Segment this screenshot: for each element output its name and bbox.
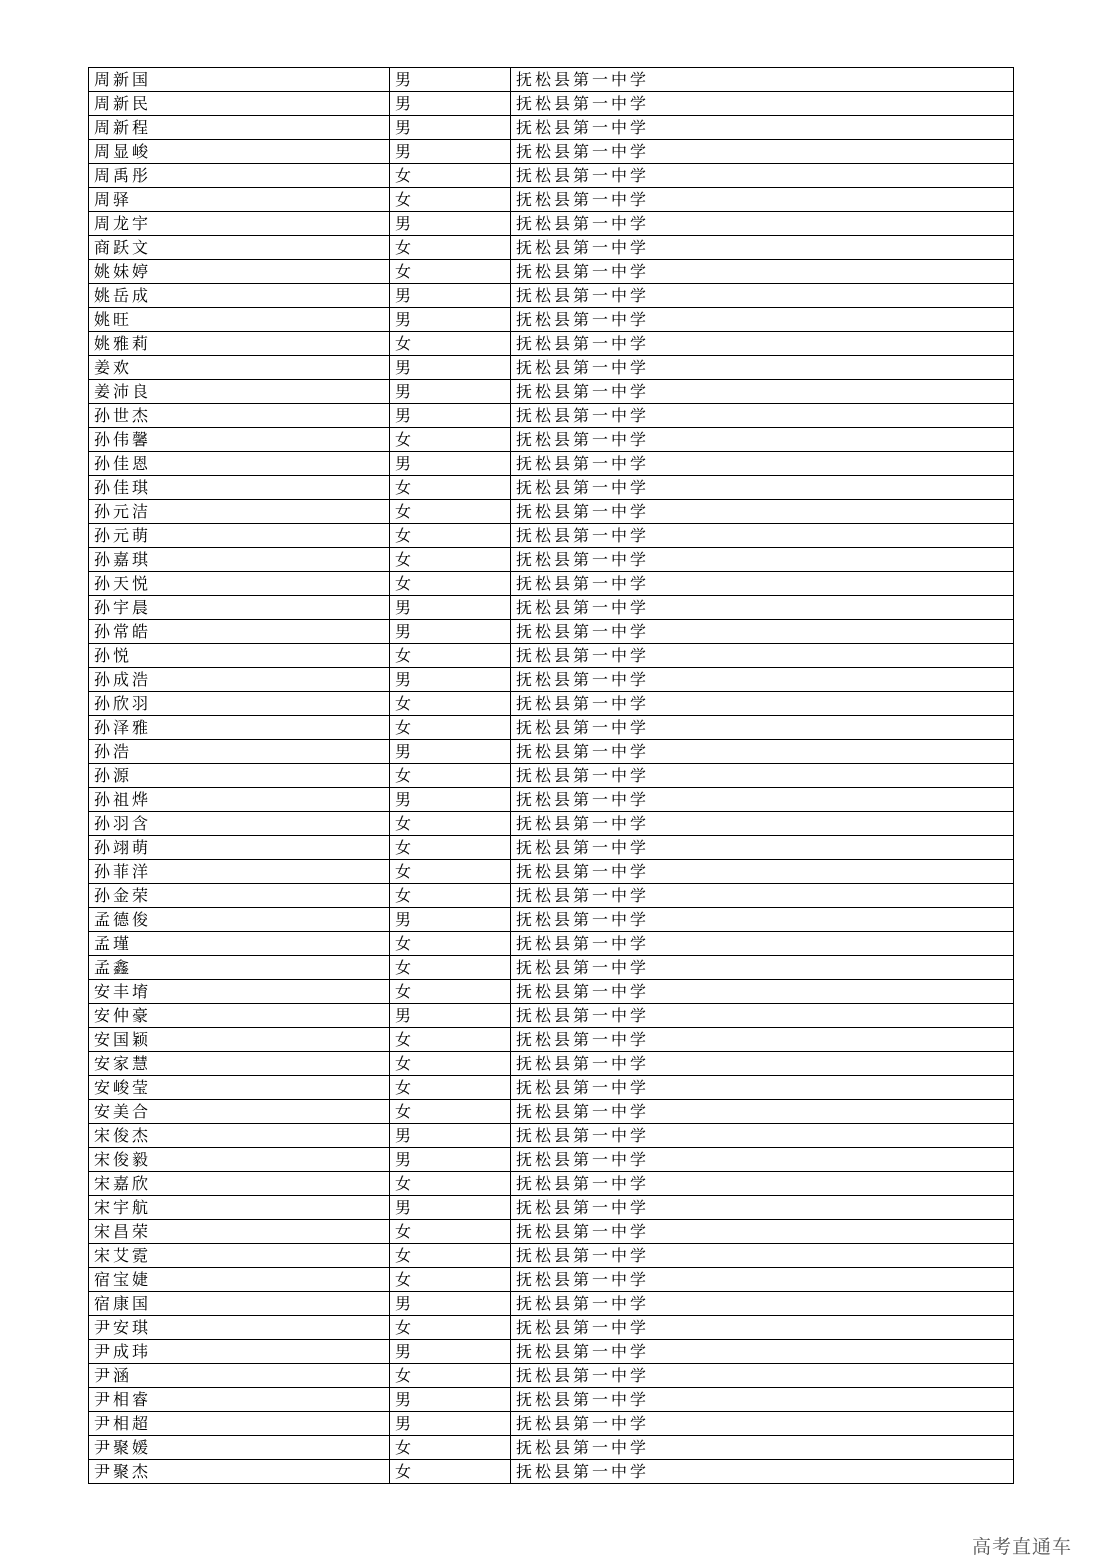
gender-cell: 男 bbox=[390, 596, 511, 620]
gender-cell: 女 bbox=[390, 332, 511, 356]
gender-cell: 女 bbox=[390, 164, 511, 188]
school-cell: 抚松县第一中学 bbox=[511, 932, 1014, 956]
gender-cell: 女 bbox=[390, 956, 511, 980]
school-cell: 抚松县第一中学 bbox=[511, 332, 1014, 356]
table-row bbox=[89, 620, 1014, 644]
gender-cell: 女 bbox=[390, 548, 511, 572]
school-cell: 抚松县第一中学 bbox=[511, 908, 1014, 932]
name-cell: 孙天悦 bbox=[89, 572, 390, 596]
gender-cell: 女 bbox=[390, 1076, 511, 1100]
name-cell: 尹安琪 bbox=[89, 1316, 390, 1340]
table-row bbox=[89, 356, 1014, 380]
name-cell: 宿康国 bbox=[89, 1292, 390, 1316]
school-cell: 抚松县第一中学 bbox=[511, 1268, 1014, 1292]
name-cell: 周禹彤 bbox=[89, 164, 390, 188]
gender-cell: 女 bbox=[390, 764, 511, 788]
gender-cell: 男 bbox=[390, 1196, 511, 1220]
name-cell: 宋俊毅 bbox=[89, 1148, 390, 1172]
name-cell: 姚雅莉 bbox=[89, 332, 390, 356]
gender-cell: 女 bbox=[390, 1268, 511, 1292]
gender-cell: 男 bbox=[390, 620, 511, 644]
name-cell: 孙元萌 bbox=[89, 524, 390, 548]
name-cell: 孙元洁 bbox=[89, 500, 390, 524]
table-row bbox=[89, 956, 1014, 980]
school-cell: 抚松县第一中学 bbox=[511, 428, 1014, 452]
gender-cell: 男 bbox=[390, 68, 511, 92]
table-row bbox=[89, 476, 1014, 500]
table-row bbox=[89, 140, 1014, 164]
table-row bbox=[89, 1316, 1014, 1340]
table-row bbox=[89, 1196, 1014, 1220]
gender-cell: 女 bbox=[390, 476, 511, 500]
school-cell: 抚松县第一中学 bbox=[511, 764, 1014, 788]
table-row bbox=[89, 404, 1014, 428]
table-row bbox=[89, 1388, 1014, 1412]
gender-cell: 女 bbox=[390, 980, 511, 1004]
school-cell: 抚松县第一中学 bbox=[511, 1412, 1014, 1436]
gender-cell: 女 bbox=[390, 188, 511, 212]
name-cell: 宋昌荣 bbox=[89, 1220, 390, 1244]
school-cell: 抚松县第一中学 bbox=[511, 404, 1014, 428]
table-row bbox=[89, 332, 1014, 356]
name-cell: 安丰堉 bbox=[89, 980, 390, 1004]
school-cell: 抚松县第一中学 bbox=[511, 1244, 1014, 1268]
name-cell: 孟德俊 bbox=[89, 908, 390, 932]
school-cell: 抚松县第一中学 bbox=[511, 1460, 1014, 1484]
name-cell: 宋艾霓 bbox=[89, 1244, 390, 1268]
school-cell: 抚松县第一中学 bbox=[511, 1172, 1014, 1196]
gender-cell: 女 bbox=[390, 1316, 511, 1340]
table-row bbox=[89, 1076, 1014, 1100]
table-row bbox=[89, 812, 1014, 836]
name-cell: 孙伟馨 bbox=[89, 428, 390, 452]
gender-cell: 男 bbox=[390, 404, 511, 428]
name-cell: 尹聚媛 bbox=[89, 1436, 390, 1460]
gender-cell: 男 bbox=[390, 308, 511, 332]
table-row bbox=[89, 1244, 1014, 1268]
name-cell: 姜沛良 bbox=[89, 380, 390, 404]
gender-cell: 女 bbox=[390, 644, 511, 668]
school-cell: 抚松县第一中学 bbox=[511, 788, 1014, 812]
school-cell: 抚松县第一中学 bbox=[511, 668, 1014, 692]
table-row bbox=[89, 188, 1014, 212]
school-cell: 抚松县第一中学 bbox=[511, 284, 1014, 308]
table-row bbox=[89, 1436, 1014, 1460]
table-row bbox=[89, 308, 1014, 332]
gender-cell: 女 bbox=[390, 1244, 511, 1268]
school-cell: 抚松县第一中学 bbox=[511, 1388, 1014, 1412]
name-cell: 宋俊杰 bbox=[89, 1124, 390, 1148]
table-row bbox=[89, 668, 1014, 692]
school-cell: 抚松县第一中学 bbox=[511, 1148, 1014, 1172]
gender-cell: 女 bbox=[390, 1364, 511, 1388]
school-cell: 抚松县第一中学 bbox=[511, 212, 1014, 236]
table-row bbox=[89, 500, 1014, 524]
name-cell: 宋宇航 bbox=[89, 1196, 390, 1220]
school-cell: 抚松县第一中学 bbox=[511, 236, 1014, 260]
table-row bbox=[89, 740, 1014, 764]
table-row bbox=[89, 1148, 1014, 1172]
gender-cell: 男 bbox=[390, 140, 511, 164]
school-cell: 抚松县第一中学 bbox=[511, 116, 1014, 140]
school-cell: 抚松县第一中学 bbox=[511, 476, 1014, 500]
table-row bbox=[89, 1364, 1014, 1388]
name-cell: 周新程 bbox=[89, 116, 390, 140]
watermark-text: 高考直通车 bbox=[971, 1536, 1072, 1558]
table-row bbox=[89, 116, 1014, 140]
gender-cell: 男 bbox=[390, 1412, 511, 1436]
table-row bbox=[89, 92, 1014, 116]
school-cell: 抚松县第一中学 bbox=[511, 836, 1014, 860]
gender-cell: 女 bbox=[390, 500, 511, 524]
school-cell: 抚松县第一中学 bbox=[511, 260, 1014, 284]
table-row bbox=[89, 548, 1014, 572]
table-row bbox=[89, 1052, 1014, 1076]
name-cell: 尹聚杰 bbox=[89, 1460, 390, 1484]
table-row bbox=[89, 764, 1014, 788]
gender-cell: 男 bbox=[390, 452, 511, 476]
school-cell: 抚松县第一中学 bbox=[511, 308, 1014, 332]
school-cell: 抚松县第一中学 bbox=[511, 1124, 1014, 1148]
table-row bbox=[89, 716, 1014, 740]
gender-cell: 男 bbox=[390, 212, 511, 236]
table-row bbox=[89, 1028, 1014, 1052]
school-cell: 抚松县第一中学 bbox=[511, 1052, 1014, 1076]
school-cell: 抚松县第一中学 bbox=[511, 1316, 1014, 1340]
name-cell: 宋嘉欣 bbox=[89, 1172, 390, 1196]
gender-cell: 男 bbox=[390, 1148, 511, 1172]
school-cell: 抚松县第一中学 bbox=[511, 164, 1014, 188]
name-cell: 周新民 bbox=[89, 92, 390, 116]
table-row bbox=[89, 980, 1014, 1004]
school-cell: 抚松县第一中学 bbox=[511, 1004, 1014, 1028]
table-row bbox=[89, 1460, 1014, 1484]
name-cell: 孙常皓 bbox=[89, 620, 390, 644]
name-cell: 姜欢 bbox=[89, 356, 390, 380]
school-cell: 抚松县第一中学 bbox=[511, 452, 1014, 476]
table-row bbox=[89, 860, 1014, 884]
name-cell: 孙佳琪 bbox=[89, 476, 390, 500]
table-row bbox=[89, 692, 1014, 716]
name-cell: 安国颖 bbox=[89, 1028, 390, 1052]
table-row bbox=[89, 164, 1014, 188]
name-cell: 孙源 bbox=[89, 764, 390, 788]
name-cell: 周新国 bbox=[89, 68, 390, 92]
school-cell: 抚松县第一中学 bbox=[511, 860, 1014, 884]
school-cell: 抚松县第一中学 bbox=[511, 1436, 1014, 1460]
school-cell: 抚松县第一中学 bbox=[511, 500, 1014, 524]
gender-cell: 男 bbox=[390, 908, 511, 932]
name-cell: 周龙宇 bbox=[89, 212, 390, 236]
table-row bbox=[89, 1004, 1014, 1028]
name-cell: 孙祖烨 bbox=[89, 788, 390, 812]
gender-cell: 女 bbox=[390, 1220, 511, 1244]
name-cell: 孙嘉琪 bbox=[89, 548, 390, 572]
table-row bbox=[89, 908, 1014, 932]
gender-cell: 男 bbox=[390, 116, 511, 140]
gender-cell: 女 bbox=[390, 716, 511, 740]
table-row bbox=[89, 1412, 1014, 1436]
name-cell: 周显峻 bbox=[89, 140, 390, 164]
name-cell: 安峻莹 bbox=[89, 1076, 390, 1100]
gender-cell: 女 bbox=[390, 884, 511, 908]
name-cell: 孙悦 bbox=[89, 644, 390, 668]
school-cell: 抚松县第一中学 bbox=[511, 92, 1014, 116]
school-cell: 抚松县第一中学 bbox=[511, 548, 1014, 572]
school-cell: 抚松县第一中学 bbox=[511, 68, 1014, 92]
school-cell: 抚松县第一中学 bbox=[511, 620, 1014, 644]
name-cell: 尹涵 bbox=[89, 1364, 390, 1388]
gender-cell: 男 bbox=[390, 1004, 511, 1028]
name-cell: 姚岳成 bbox=[89, 284, 390, 308]
school-cell: 抚松县第一中学 bbox=[511, 524, 1014, 548]
table-row bbox=[89, 788, 1014, 812]
name-cell: 孙成浩 bbox=[89, 668, 390, 692]
school-cell: 抚松县第一中学 bbox=[511, 596, 1014, 620]
school-cell: 抚松县第一中学 bbox=[511, 1220, 1014, 1244]
name-cell: 安仲豪 bbox=[89, 1004, 390, 1028]
name-cell: 孙羽含 bbox=[89, 812, 390, 836]
school-cell: 抚松县第一中学 bbox=[511, 380, 1014, 404]
name-cell: 孟鑫 bbox=[89, 956, 390, 980]
gender-cell: 女 bbox=[390, 1460, 511, 1484]
table-row bbox=[89, 596, 1014, 620]
table-row bbox=[89, 452, 1014, 476]
name-cell: 孙宇晨 bbox=[89, 596, 390, 620]
school-cell: 抚松县第一中学 bbox=[511, 1340, 1014, 1364]
gender-cell: 女 bbox=[390, 428, 511, 452]
school-cell: 抚松县第一中学 bbox=[511, 356, 1014, 380]
student-roster-table bbox=[88, 67, 1014, 1484]
gender-cell: 女 bbox=[390, 692, 511, 716]
name-cell: 孙泽雅 bbox=[89, 716, 390, 740]
table-row bbox=[89, 572, 1014, 596]
gender-cell: 女 bbox=[390, 932, 511, 956]
name-cell: 尹相睿 bbox=[89, 1388, 390, 1412]
school-cell: 抚松县第一中学 bbox=[511, 1076, 1014, 1100]
name-cell: 尹相超 bbox=[89, 1412, 390, 1436]
gender-cell: 男 bbox=[390, 284, 511, 308]
school-cell: 抚松县第一中学 bbox=[511, 692, 1014, 716]
table-row bbox=[89, 68, 1014, 92]
school-cell: 抚松县第一中学 bbox=[511, 1292, 1014, 1316]
gender-cell: 女 bbox=[390, 1436, 511, 1460]
table-row bbox=[89, 260, 1014, 284]
table-row bbox=[89, 1100, 1014, 1124]
gender-cell: 女 bbox=[390, 1100, 511, 1124]
table-row bbox=[89, 236, 1014, 260]
school-cell: 抚松县第一中学 bbox=[511, 716, 1014, 740]
table-row bbox=[89, 932, 1014, 956]
gender-cell: 男 bbox=[390, 1124, 511, 1148]
name-cell: 商跃文 bbox=[89, 236, 390, 260]
school-cell: 抚松县第一中学 bbox=[511, 740, 1014, 764]
table-row bbox=[89, 428, 1014, 452]
gender-cell: 男 bbox=[390, 380, 511, 404]
gender-cell: 女 bbox=[390, 1172, 511, 1196]
table-row bbox=[89, 1124, 1014, 1148]
name-cell: 孙菲洋 bbox=[89, 860, 390, 884]
gender-cell: 女 bbox=[390, 1052, 511, 1076]
school-cell: 抚松县第一中学 bbox=[511, 1196, 1014, 1220]
name-cell: 姚妹婷 bbox=[89, 260, 390, 284]
table-row bbox=[89, 524, 1014, 548]
gender-cell: 女 bbox=[390, 572, 511, 596]
name-cell: 尹成玮 bbox=[89, 1340, 390, 1364]
name-cell: 安美合 bbox=[89, 1100, 390, 1124]
gender-cell: 男 bbox=[390, 668, 511, 692]
name-cell: 孙世杰 bbox=[89, 404, 390, 428]
school-cell: 抚松县第一中学 bbox=[511, 884, 1014, 908]
table-row bbox=[89, 1340, 1014, 1364]
table-row bbox=[89, 884, 1014, 908]
name-cell: 周驿 bbox=[89, 188, 390, 212]
school-cell: 抚松县第一中学 bbox=[511, 1100, 1014, 1124]
school-cell: 抚松县第一中学 bbox=[511, 1364, 1014, 1388]
table-row bbox=[89, 644, 1014, 668]
gender-cell: 男 bbox=[390, 1340, 511, 1364]
gender-cell: 男 bbox=[390, 788, 511, 812]
name-cell: 孙欣羽 bbox=[89, 692, 390, 716]
table-row bbox=[89, 1172, 1014, 1196]
gender-cell: 男 bbox=[390, 92, 511, 116]
gender-cell: 女 bbox=[390, 524, 511, 548]
gender-cell: 男 bbox=[390, 1292, 511, 1316]
school-cell: 抚松县第一中学 bbox=[511, 644, 1014, 668]
name-cell: 宿宝婕 bbox=[89, 1268, 390, 1292]
table-row bbox=[89, 284, 1014, 308]
gender-cell: 女 bbox=[390, 260, 511, 284]
table-row bbox=[89, 836, 1014, 860]
gender-cell: 女 bbox=[390, 836, 511, 860]
gender-cell: 男 bbox=[390, 1388, 511, 1412]
school-cell: 抚松县第一中学 bbox=[511, 956, 1014, 980]
table-row bbox=[89, 1292, 1014, 1316]
gender-cell: 女 bbox=[390, 860, 511, 884]
gender-cell: 男 bbox=[390, 740, 511, 764]
school-cell: 抚松县第一中学 bbox=[511, 1028, 1014, 1052]
gender-cell: 男 bbox=[390, 356, 511, 380]
gender-cell: 女 bbox=[390, 812, 511, 836]
table-row bbox=[89, 380, 1014, 404]
school-cell: 抚松县第一中学 bbox=[511, 572, 1014, 596]
name-cell: 孟瑾 bbox=[89, 932, 390, 956]
school-cell: 抚松县第一中学 bbox=[511, 980, 1014, 1004]
name-cell: 孙金荣 bbox=[89, 884, 390, 908]
name-cell: 孙佳恩 bbox=[89, 452, 390, 476]
gender-cell: 女 bbox=[390, 1028, 511, 1052]
roster-body bbox=[89, 68, 1014, 1484]
name-cell: 孙翊萌 bbox=[89, 836, 390, 860]
school-cell: 抚松县第一中学 bbox=[511, 188, 1014, 212]
name-cell: 孙浩 bbox=[89, 740, 390, 764]
table-row bbox=[89, 212, 1014, 236]
table-row bbox=[89, 1220, 1014, 1244]
name-cell: 姚旺 bbox=[89, 308, 390, 332]
table-row bbox=[89, 1268, 1014, 1292]
gender-cell: 女 bbox=[390, 236, 511, 260]
name-cell: 安家慧 bbox=[89, 1052, 390, 1076]
school-cell: 抚松县第一中学 bbox=[511, 140, 1014, 164]
school-cell: 抚松县第一中学 bbox=[511, 812, 1014, 836]
